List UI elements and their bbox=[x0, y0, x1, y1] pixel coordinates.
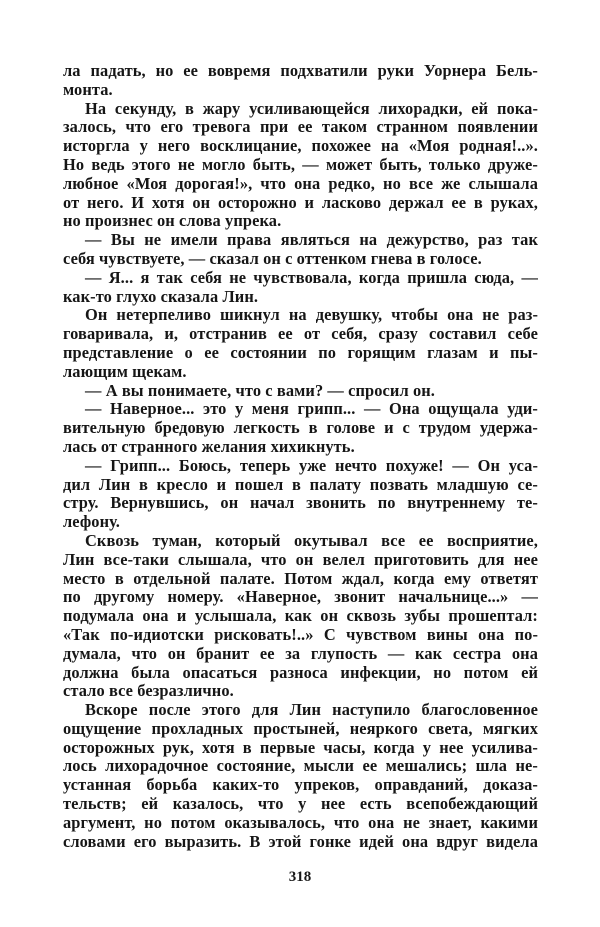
text-line: ла падать, но ее вовремя подхватили руки Уорнера Бель- bbox=[63, 61, 538, 80]
text-line: по другому номеру. «Наверное, звонит начальнице...» — bbox=[63, 587, 538, 607]
text-line: На секунду, в жару усиливающейся лихорадки, ей пока- bbox=[85, 98, 538, 118]
text-line: — Я... я так себя не чувствовала, когда пришла сюда, — bbox=[85, 267, 538, 287]
text-line: монта. bbox=[63, 79, 113, 99]
page-body bbox=[63, 62, 538, 851]
text-line: подумала она и услышала, как он сквозь зубы прошептал: bbox=[63, 606, 538, 626]
text-line: осторожных рук, хотя в первые часы, когда у нее усилива- bbox=[63, 737, 538, 757]
text-line: исторгла у него восклицание, похожее на «Моя родная!..». bbox=[63, 136, 538, 156]
paragraph bbox=[63, 382, 538, 401]
text-line: но произнес он слова упрека. bbox=[63, 211, 282, 231]
text-line: — Наверное... это у меня грипп... — Она ощущала уди- bbox=[85, 399, 538, 419]
text-line: Лин все-таки слышала, что он велел приготовить для нее bbox=[63, 549, 538, 569]
text-line: — Грипп... Боюсь, теперь уже нечто похуже! — Он уса- bbox=[85, 455, 538, 475]
text-line: себя чувствуете, — сказал он с оттенком гнева в голосе. bbox=[63, 248, 482, 268]
text-line: залось, что его тревога при ее таком странном появлении bbox=[63, 117, 538, 137]
text-line: представление о ее состоянии по горящим глазам и пы- bbox=[63, 342, 538, 362]
text-line: Сквозь туман, который окутывал все ее восприятие, bbox=[85, 530, 538, 550]
text-line: вительную бредовую легкость в голове и с трудом удержа- bbox=[63, 418, 538, 438]
text-line: как-то глухо сказала Лин. bbox=[63, 286, 259, 306]
text-line: лась от странного желания хихикнуть. bbox=[63, 436, 355, 456]
paragraph bbox=[63, 400, 538, 456]
text-line: стру. Вернувшись, он начал звонить по внутреннему те- bbox=[63, 493, 538, 513]
paragraph bbox=[63, 269, 538, 307]
paragraph bbox=[63, 532, 538, 701]
text-line: Вскоре после этого для Лин наступило благословенное bbox=[85, 700, 538, 720]
text-line: должна была опасаться разноса инфекции, но потом ей bbox=[63, 662, 538, 682]
text-line: дил Лин в кресло и пошел в палату позвать младшую се- bbox=[63, 474, 538, 494]
text-line: говаривала, и, отстранив ее от себя, сразу составил себе bbox=[63, 324, 538, 344]
text-line: — Вы не имели права являться на дежурство, раз так bbox=[85, 230, 538, 250]
text-line: лающим щекам. bbox=[63, 361, 187, 381]
page-number: 318 bbox=[288, 869, 312, 885]
text-line: от него. И хотя он осторожно и ласково держал ее в руках, bbox=[63, 192, 538, 212]
paragraph bbox=[63, 306, 538, 381]
text-line: любное «Моя дорогая!», что она редко, но все же слышала bbox=[63, 173, 538, 193]
text-line: думала, что он бранит ее за глупость — как сестра она bbox=[63, 643, 538, 663]
text-line: место в отдельной палате. Потом ждал, когда ему ответят bbox=[63, 568, 538, 588]
text-line: «Так по-идиотски рисковать!..» С чувством вины она по- bbox=[63, 624, 538, 644]
text-line: лефону. bbox=[63, 512, 121, 532]
paragraph bbox=[63, 231, 538, 269]
paragraph bbox=[63, 457, 538, 532]
text-line: Но ведь этого не могло быть, — может быть, только друже- bbox=[63, 154, 538, 174]
text-line: Он нетерпеливо шикнул на девушку, чтобы она не раз- bbox=[85, 305, 538, 325]
text-line: тельств; ей казалось, что у нее есть всепобеждающий bbox=[63, 794, 538, 814]
text-line: ощущение прохладных простыней, неяркого света, мягких bbox=[63, 718, 538, 738]
paragraph bbox=[63, 100, 538, 232]
paragraph bbox=[63, 701, 538, 851]
text-line: лось лихорадочное состояние, мысли ее мешались; шла не- bbox=[63, 756, 538, 776]
text-line: устанная борьба каких-то упреков, оправданий, доказа- bbox=[63, 775, 538, 795]
text-line: словами его выразить. В этой гонке идей она вдруг видела bbox=[63, 831, 538, 851]
paragraph bbox=[63, 62, 538, 100]
text-line: стало все безразлично. bbox=[63, 681, 234, 701]
text-line: аргумент, но потом оказывалось, что она не знает, какими bbox=[63, 812, 538, 832]
text-line: — А вы понимаете, что с вами? — спросил он. bbox=[85, 380, 435, 400]
